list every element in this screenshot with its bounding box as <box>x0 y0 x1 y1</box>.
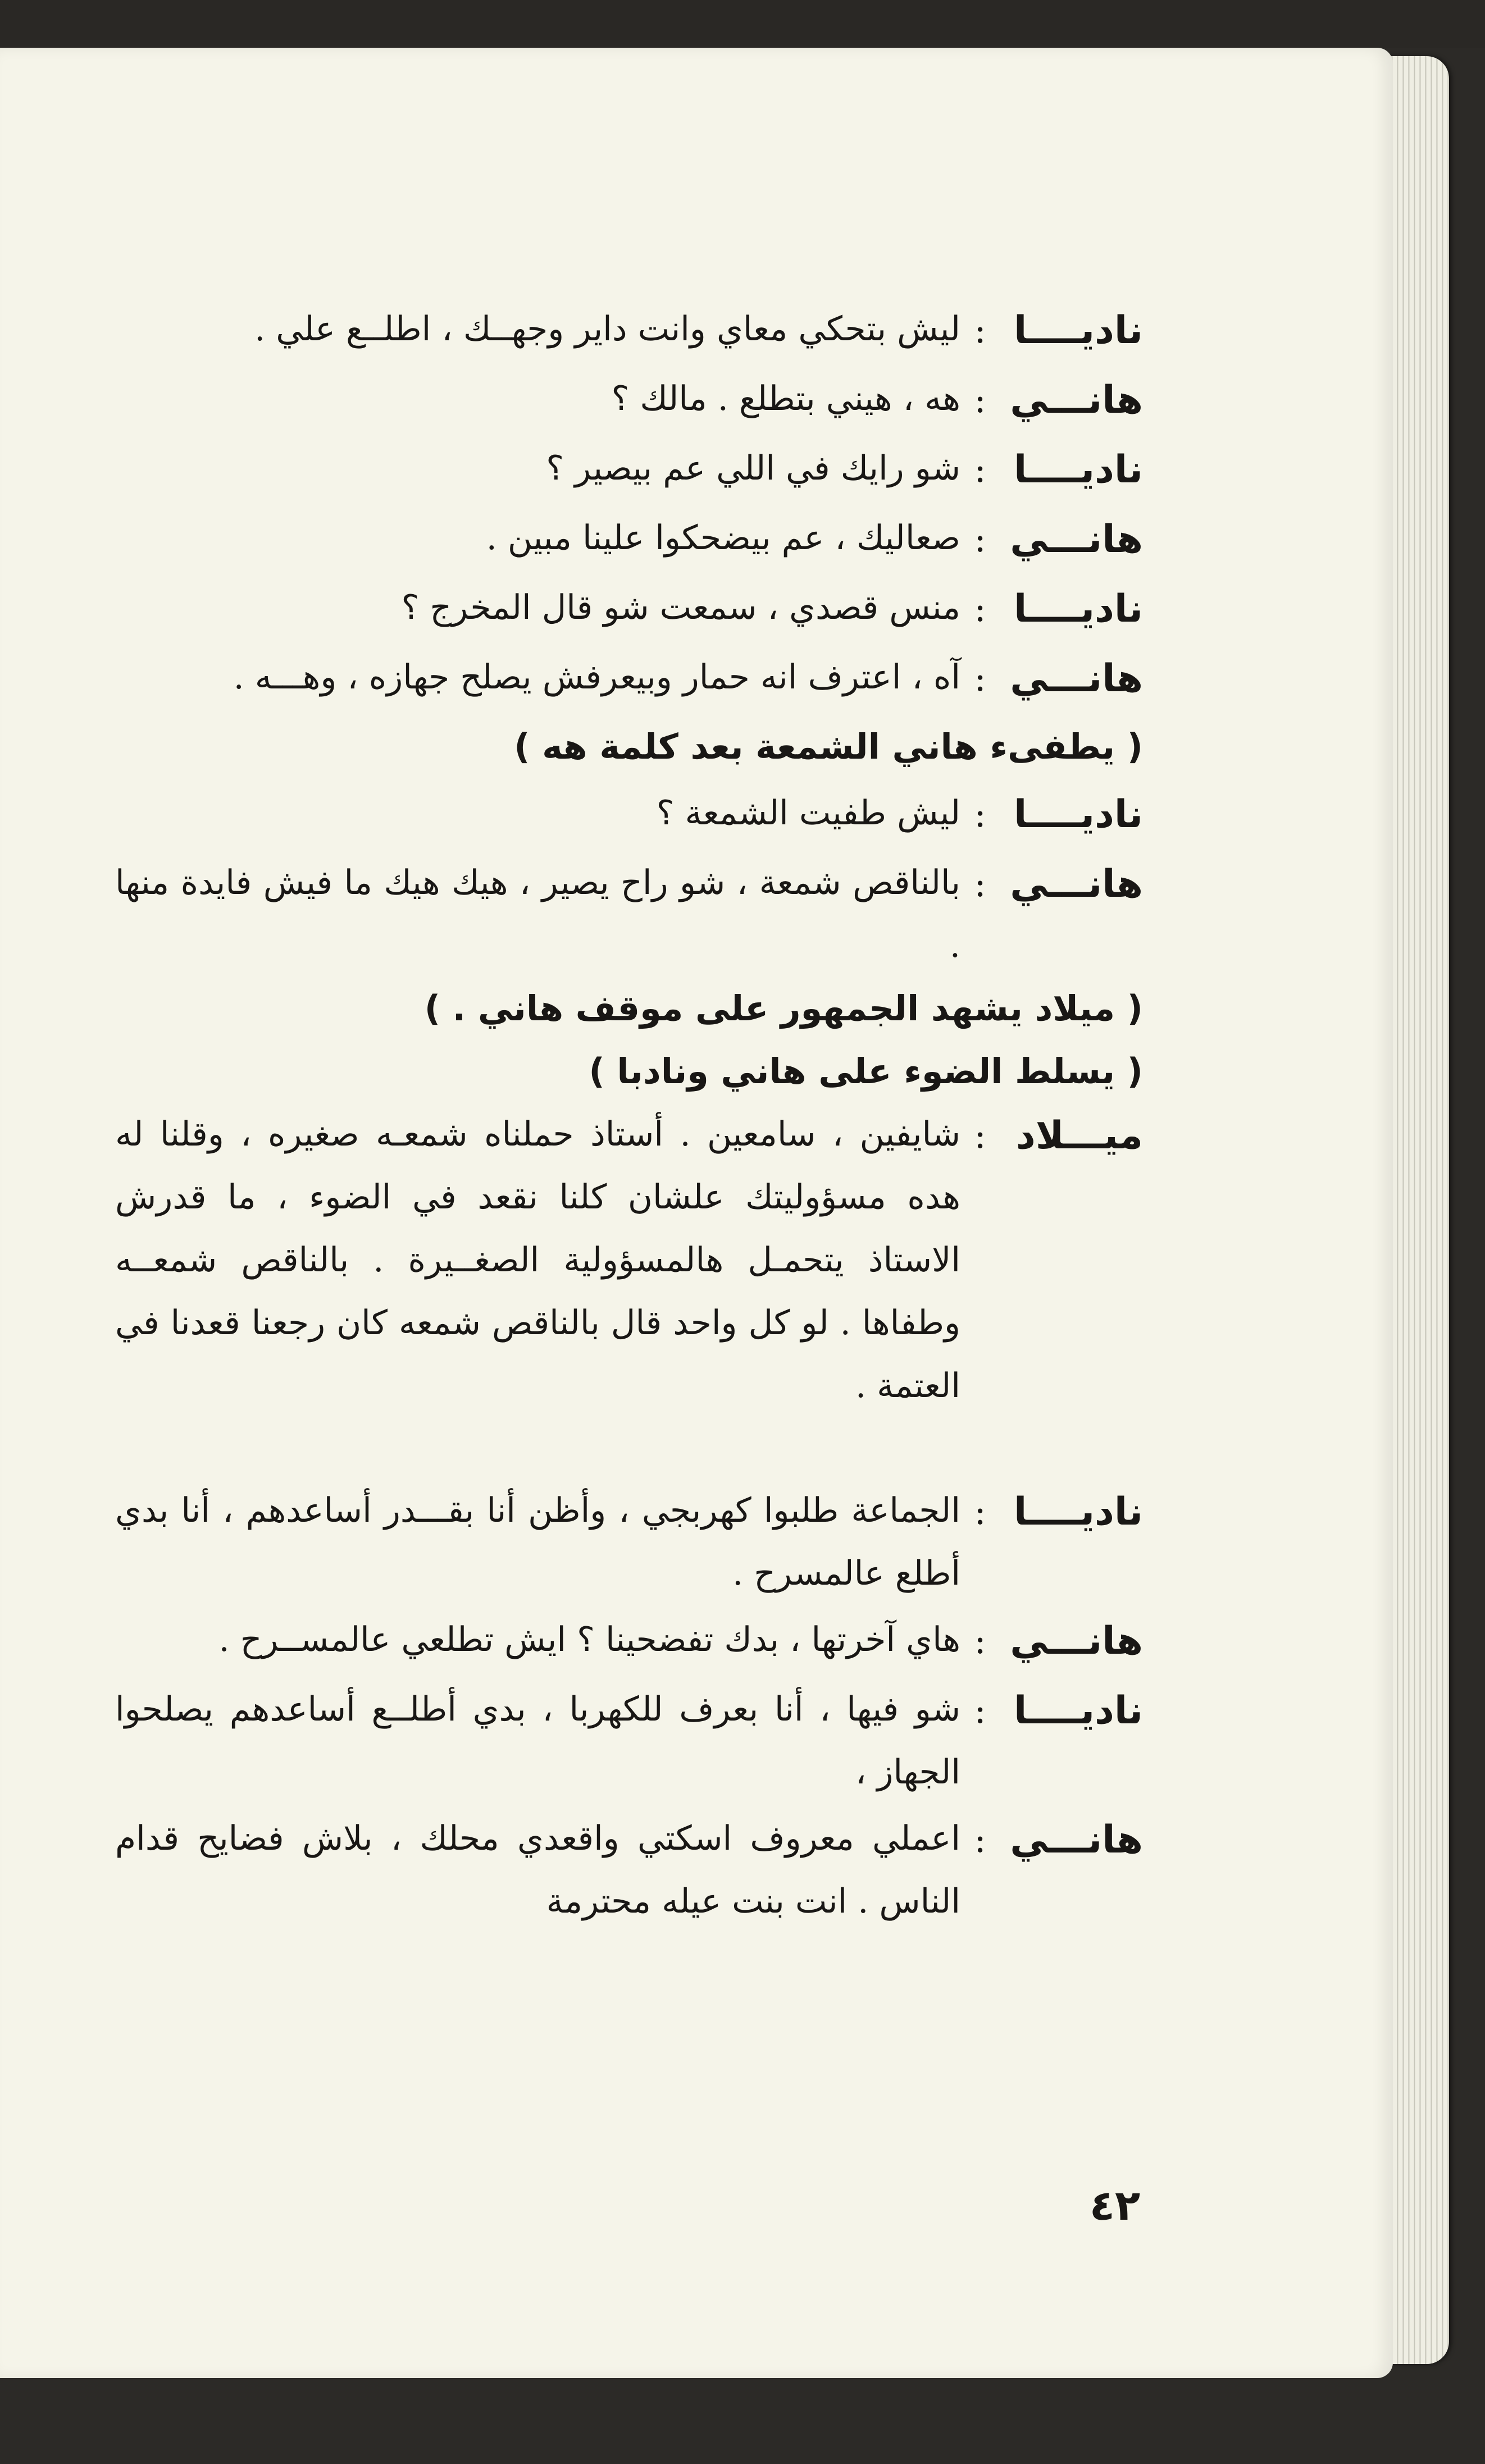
speaker-name: هانـــي <box>1010 1818 1143 1862</box>
dialogue-text: منس قصدي ، سمعت شو قال المخرج ؟ <box>401 588 960 627</box>
dialogue-text: شو فيها ، أنا بعرف للكهربا ، بدي أطلــع أساعدهم يصلحوا الجهاز ، <box>115 1690 960 1792</box>
colon-separator: : <box>974 1819 986 1861</box>
colon-separator: : <box>974 1491 986 1533</box>
dialogue-line <box>115 782 1143 848</box>
dialogue-line <box>115 576 1143 642</box>
dialogue-text: صعاليك ، عم بيضحكوا علينا مبين . <box>486 518 960 558</box>
dialogue-line <box>115 1678 1143 1804</box>
colon-separator: : <box>974 588 986 630</box>
colon-separator: : <box>974 658 986 700</box>
speaker-name: ناديــــا <box>1014 1490 1143 1534</box>
monologue <box>115 1103 1143 1417</box>
dialogue-text: هاي آخرتها ، بدك تفضحينا ؟ ايش تطلعي عالمســرح . <box>218 1620 960 1659</box>
colon-separator: : <box>974 1621 986 1662</box>
stage-direction: ( ميلاد يشهد الجمهور على موقف هاني . ) <box>424 988 1143 1029</box>
colon-separator: : <box>974 1690 986 1732</box>
monologue-text: شايفين ، سامعين . أستاذ حملناه شمعـه صغيره ، وقلنا له هده مسؤوليتك علشان كلنا نقعد في الضوء ، ما قدرش الاستاذ يتحمـل هالمسؤولية الصغــيرة . بالناقص شمعــه وطفاها . لو كل واحد قال بالناقص شمعه كان رجعنا قعدنا في العتمة . <box>115 1115 961 1406</box>
speaker-name: ناديــــا <box>1014 792 1143 837</box>
dialogue-line <box>115 298 1143 364</box>
speaker-name: ناديــــا <box>1014 308 1143 353</box>
dialogue-line <box>115 1608 1143 1674</box>
speaker-name: ميـــلاد <box>1015 1114 1143 1158</box>
dialogue-text: آه ، اعترف انه حمار وبيعرفش يصلح جهازه ، وهـــه . <box>233 658 960 697</box>
colon-separator: : <box>974 864 986 905</box>
dialogue-line <box>115 1807 1143 1933</box>
speaker-name: هانـــي <box>1010 517 1143 562</box>
stage-direction: ( يطفىء هاني الشمعة بعد كلمة هه ) <box>514 726 1143 767</box>
colon-separator: : <box>974 380 986 421</box>
book-page <box>0 48 1393 2378</box>
dialogue-line <box>115 367 1143 434</box>
dialogue-text: اعملي معروف اسكتي واقعدي محلك ، بلاش فضايح قدام الناس . انت بنت عيله محترمة <box>115 1819 960 1921</box>
colon-separator: : <box>974 1115 986 1157</box>
speaker-name: ناديــــا <box>1014 587 1143 631</box>
dialogue-text: الجماعة طلبوا كهربجي ، وأظن أنا بقـــدر أساعدهم ، أنا بدي أطلع عالمسرح . <box>115 1491 960 1593</box>
page-number: ٤٢ <box>1089 2182 1141 2230</box>
speaker-name: هانـــي <box>1010 862 1143 906</box>
speaker-name: هانـــي <box>1010 378 1143 422</box>
dialogue-line <box>115 437 1143 503</box>
dialogue-line <box>115 851 1143 977</box>
dialogue-text: ليش بتحكي معاي وانت داير وجهــك ، اطلــع علي . <box>254 309 960 349</box>
stage-direction: ( يسلط الضوء على هاني ونادبا ) <box>589 1051 1143 1092</box>
dialogue-text: ليش طفيت الشمعة ؟ <box>656 793 960 833</box>
dialogue-text: بالناقص شمعة ، شو راح يصير ، هيك هيك ما فيش فايدة منها . <box>115 863 960 965</box>
dialogue-line <box>115 1479 1143 1605</box>
scan-background <box>0 0 1485 48</box>
dialogue-text: هه ، هيني بتطلع . مالك ؟ <box>611 379 960 418</box>
script-text <box>115 298 1143 1933</box>
speaker-name: ناديــــا <box>1014 1689 1143 1733</box>
colon-separator: : <box>974 794 986 836</box>
speaker-name: ناديــــا <box>1014 448 1143 492</box>
dialogue-line <box>115 507 1143 573</box>
colon-separator: : <box>974 310 986 352</box>
speaker-name: هانـــي <box>1010 1619 1143 1663</box>
dialogue-line <box>115 646 1143 712</box>
colon-separator: : <box>974 519 986 560</box>
speaker-name: هانـــي <box>1010 656 1143 701</box>
colon-separator: : <box>974 449 986 491</box>
dialogue-text: شو رايك في اللي عم بيصير ؟ <box>546 449 960 488</box>
